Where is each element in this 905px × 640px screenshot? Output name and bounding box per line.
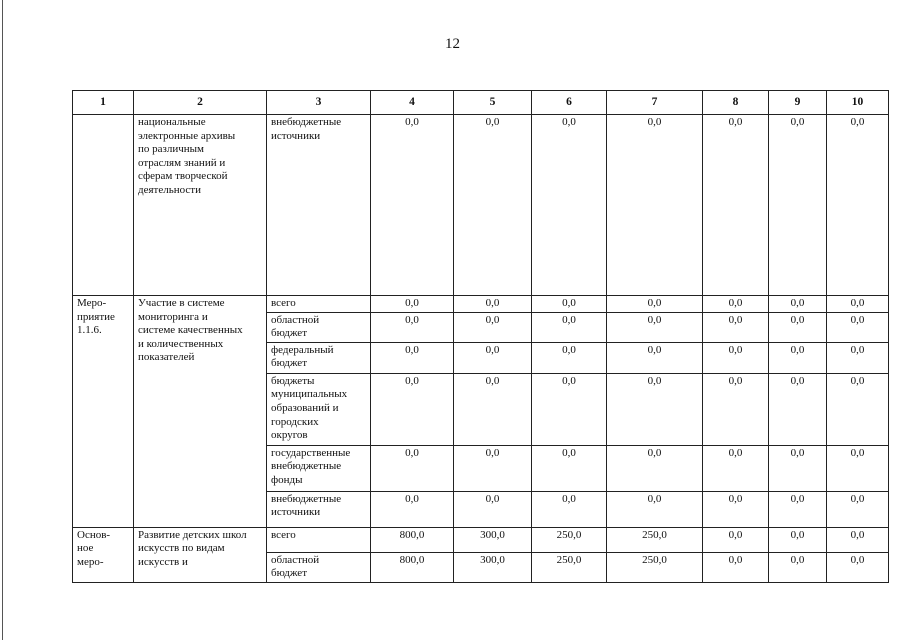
page-left-edge bbox=[2, 0, 3, 640]
header-cell: 9 bbox=[769, 91, 827, 115]
value-cell: 0,0 bbox=[532, 373, 607, 445]
value-cell: 0,0 bbox=[769, 115, 827, 296]
value-cell: 0,0 bbox=[827, 115, 889, 296]
header-cell: 8 bbox=[703, 91, 769, 115]
value-cell: 250,0 bbox=[607, 552, 703, 582]
header-cell: 6 bbox=[532, 91, 607, 115]
value-cell: 0,0 bbox=[769, 552, 827, 582]
value-cell: 0,0 bbox=[827, 296, 889, 313]
value-cell: 250,0 bbox=[607, 527, 703, 552]
funding-source-cell: всего bbox=[267, 527, 371, 552]
value-cell: 0,0 bbox=[769, 527, 827, 552]
value-cell: 0,0 bbox=[703, 312, 769, 342]
value-cell: 0,0 bbox=[454, 296, 532, 313]
budget-table bbox=[72, 90, 889, 583]
value-cell: 0,0 bbox=[454, 491, 532, 527]
value-cell: 0,0 bbox=[769, 296, 827, 313]
value-cell: 800,0 bbox=[371, 527, 454, 552]
description-cell: Участие в системе мониторинга и системе качественных и количественных показателей bbox=[134, 296, 267, 528]
value-cell: 0,0 bbox=[454, 445, 532, 491]
value-cell: 0,0 bbox=[454, 312, 532, 342]
value-cell: 0,0 bbox=[703, 552, 769, 582]
funding-source-cell: всего bbox=[267, 296, 371, 313]
funding-source-cell: внебюджетные источники bbox=[267, 115, 371, 296]
value-cell: 0,0 bbox=[607, 445, 703, 491]
table-row bbox=[73, 296, 889, 313]
value-cell: 0,0 bbox=[827, 312, 889, 342]
value-cell: 0,0 bbox=[769, 342, 827, 373]
value-cell: 0,0 bbox=[827, 527, 889, 552]
value-cell: 0,0 bbox=[703, 342, 769, 373]
value-cell: 0,0 bbox=[454, 373, 532, 445]
value-cell: 0,0 bbox=[827, 342, 889, 373]
value-cell: 0,0 bbox=[827, 445, 889, 491]
value-cell: 0,0 bbox=[703, 445, 769, 491]
header-row bbox=[73, 91, 889, 115]
value-cell: 0,0 bbox=[827, 552, 889, 582]
funding-source-cell: федеральный бюджет bbox=[267, 342, 371, 373]
value-cell: 0,0 bbox=[607, 342, 703, 373]
value-cell: 0,0 bbox=[607, 491, 703, 527]
event-cell bbox=[73, 115, 134, 296]
header-cell: 7 bbox=[607, 91, 703, 115]
value-cell: 0,0 bbox=[532, 312, 607, 342]
funding-source-cell: внебюджетные источники bbox=[267, 491, 371, 527]
value-cell: 0,0 bbox=[371, 115, 454, 296]
event-cell: Меро- приятие 1.1.6. bbox=[73, 296, 134, 528]
value-cell: 0,0 bbox=[703, 491, 769, 527]
value-cell: 0,0 bbox=[827, 491, 889, 527]
value-cell: 0,0 bbox=[769, 491, 827, 527]
table-row bbox=[73, 527, 889, 552]
value-cell: 0,0 bbox=[371, 296, 454, 313]
value-cell: 0,0 bbox=[371, 491, 454, 527]
value-cell: 0,0 bbox=[532, 491, 607, 527]
value-cell: 0,0 bbox=[607, 115, 703, 296]
value-cell: 0,0 bbox=[607, 296, 703, 313]
value-cell: 0,0 bbox=[371, 445, 454, 491]
value-cell: 0,0 bbox=[532, 296, 607, 313]
value-cell: 0,0 bbox=[371, 312, 454, 342]
value-cell: 0,0 bbox=[703, 527, 769, 552]
funding-source-cell: государственные внебюджетные фонды bbox=[267, 445, 371, 491]
header-cell: 2 bbox=[134, 91, 267, 115]
funding-source-cell: бюджеты муниципальных образований и городских округов bbox=[267, 373, 371, 445]
value-cell: 0,0 bbox=[532, 115, 607, 296]
page-number: 12 bbox=[445, 36, 460, 52]
value-cell: 300,0 bbox=[454, 527, 532, 552]
value-cell: 250,0 bbox=[532, 552, 607, 582]
value-cell: 0,0 bbox=[703, 115, 769, 296]
value-cell: 0,0 bbox=[371, 373, 454, 445]
value-cell: 0,0 bbox=[769, 445, 827, 491]
value-cell: 300,0 bbox=[454, 552, 532, 582]
header-cell: 3 bbox=[267, 91, 371, 115]
header-cell: 1 bbox=[73, 91, 134, 115]
value-cell: 0,0 bbox=[532, 445, 607, 491]
value-cell: 0,0 bbox=[454, 342, 532, 373]
description-cell: Развитие детских школ искусств по видам искусств и bbox=[134, 527, 267, 582]
value-cell: 0,0 bbox=[371, 342, 454, 373]
value-cell: 0,0 bbox=[703, 373, 769, 445]
value-cell: 0,0 bbox=[532, 342, 607, 373]
value-cell: 0,0 bbox=[454, 115, 532, 296]
description-cell: национальные электронные архивы по различным отраслям знаний и сферам творческой деятельности bbox=[134, 115, 267, 296]
funding-source-cell: областной бюджет bbox=[267, 312, 371, 342]
value-cell: 0,0 bbox=[607, 373, 703, 445]
funding-source-cell: областной бюджет bbox=[267, 552, 371, 582]
value-cell: 800,0 bbox=[371, 552, 454, 582]
header-cell: 5 bbox=[454, 91, 532, 115]
table-row bbox=[73, 115, 889, 296]
header-cell: 10 bbox=[827, 91, 889, 115]
value-cell: 0,0 bbox=[827, 373, 889, 445]
value-cell: 0,0 bbox=[607, 312, 703, 342]
header-cell: 4 bbox=[371, 91, 454, 115]
value-cell: 0,0 bbox=[769, 373, 827, 445]
value-cell: 0,0 bbox=[769, 312, 827, 342]
value-cell: 250,0 bbox=[532, 527, 607, 552]
event-cell: Основ- ное меро- bbox=[73, 527, 134, 582]
value-cell: 0,0 bbox=[703, 296, 769, 313]
